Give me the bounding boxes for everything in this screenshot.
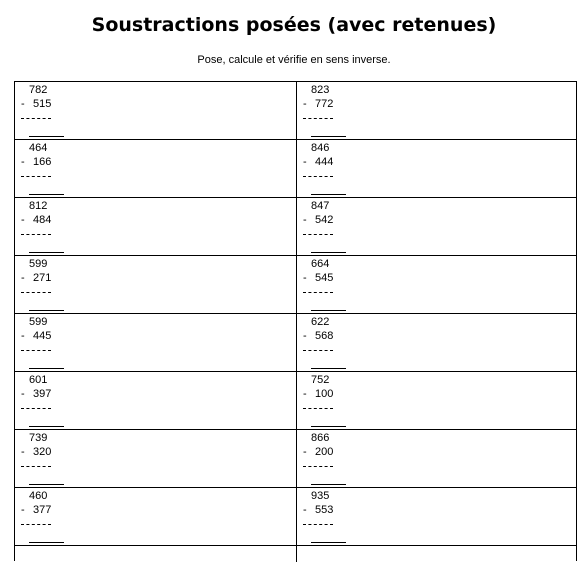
minus-sign: - (21, 330, 25, 342)
subtraction-exercise (15, 198, 155, 255)
minuend: 847 (311, 200, 330, 212)
subtrahend: 445 (33, 330, 52, 342)
operation-bar (21, 292, 51, 294)
answer-line (311, 310, 346, 312)
answer-line (311, 368, 346, 370)
minuend: 866 (311, 432, 330, 444)
minus-sign: - (303, 156, 307, 168)
minuend: 599 (29, 316, 48, 328)
subtraction-exercise (15, 488, 155, 545)
subtrahend: 100 (315, 388, 334, 400)
operation-bar (303, 408, 333, 410)
minuend: 823 (311, 84, 330, 96)
answer-line (311, 194, 346, 196)
subtraction-exercise (297, 430, 437, 487)
operation-bar (21, 524, 51, 526)
minuend: 812 (29, 200, 48, 212)
operation-bar (303, 176, 333, 178)
answer-line (311, 542, 346, 544)
minus-sign: - (303, 98, 307, 110)
subtraction-exercise (297, 488, 437, 545)
exercise-table (14, 81, 577, 561)
subtrahend: 377 (33, 504, 52, 516)
exercise-row (15, 430, 576, 488)
operation-bar (303, 118, 333, 120)
operation-bar (21, 176, 51, 178)
subtraction-exercise (15, 256, 155, 313)
subtraction-exercise (15, 372, 155, 429)
subtraction-exercise (15, 140, 155, 197)
minus-sign: - (303, 330, 307, 342)
subtrahend: 200 (315, 446, 334, 458)
subtrahend: 271 (33, 272, 52, 284)
minuend: 601 (29, 374, 48, 386)
subtraction-exercise (15, 430, 155, 487)
exercise-row (15, 256, 576, 314)
subtrahend: 772 (315, 98, 334, 110)
subtrahend: 444 (315, 156, 334, 168)
subtraction-exercise (297, 198, 437, 255)
minuend: 846 (311, 142, 330, 154)
worksheet-instruction: Pose, calcule et vérifie en sens inverse. (197, 54, 391, 66)
subtraction-exercise (297, 256, 437, 313)
subtrahend: 515 (33, 98, 52, 110)
minuend: 599 (29, 258, 48, 270)
minus-sign: - (21, 446, 25, 458)
subtrahend: 484 (33, 214, 52, 226)
minus-sign: - (303, 214, 307, 226)
exercise-row (15, 82, 576, 140)
subtraction-exercise (297, 372, 437, 429)
answer-line (29, 542, 64, 544)
minus-sign: - (21, 98, 25, 110)
answer-line (29, 368, 64, 370)
subtrahend: 397 (33, 388, 52, 400)
minus-sign: - (21, 504, 25, 516)
operation-bar (303, 524, 333, 526)
operation-bar (303, 234, 333, 236)
minuend: 622 (311, 316, 330, 328)
minuend: 752 (311, 374, 330, 386)
minuend: 460 (29, 490, 48, 502)
answer-line (311, 252, 346, 254)
subtrahend: 542 (315, 214, 334, 226)
minuend: 782 (29, 84, 48, 96)
subtrahend: 553 (315, 504, 334, 516)
answer-line (29, 194, 64, 196)
operation-bar (21, 466, 51, 468)
subtraction-exercise (297, 82, 437, 139)
subtrahend: 166 (33, 156, 52, 168)
subtraction-exercise (297, 314, 437, 371)
minus-sign: - (21, 156, 25, 168)
operation-bar (303, 350, 333, 352)
answer-line (29, 310, 64, 312)
answer-line (29, 252, 64, 254)
operation-bar (21, 234, 51, 236)
subtraction-exercise (15, 82, 155, 139)
answer-line (311, 484, 346, 486)
exercise-row (15, 140, 576, 198)
operation-bar (21, 350, 51, 352)
answer-line (29, 136, 64, 138)
exercise-row (15, 488, 576, 546)
answer-line (29, 484, 64, 486)
minus-sign: - (303, 272, 307, 284)
operation-bar (21, 118, 51, 120)
operation-bar (303, 292, 333, 294)
minus-sign: - (303, 504, 307, 516)
subtrahend: 320 (33, 446, 52, 458)
worksheet-title: Soustractions posées (avec retenues) (91, 14, 497, 36)
minus-sign: - (303, 446, 307, 458)
answer-line (311, 136, 346, 138)
operation-bar (303, 466, 333, 468)
subtrahend: 545 (315, 272, 334, 284)
operation-bar (21, 408, 51, 410)
minus-sign: - (303, 388, 307, 400)
minus-sign: - (21, 214, 25, 226)
minus-sign: - (21, 388, 25, 400)
subtrahend: 568 (315, 330, 334, 342)
minus-sign: - (21, 272, 25, 284)
exercise-row (15, 372, 576, 430)
subtraction-exercise (297, 140, 437, 197)
minuend: 464 (29, 142, 48, 154)
exercise-row (15, 198, 576, 256)
minuend: 739 (29, 432, 48, 444)
exercise-row (15, 314, 576, 372)
answer-line (29, 426, 64, 428)
answer-line (311, 426, 346, 428)
minuend: 935 (311, 490, 330, 502)
subtraction-exercise (15, 314, 155, 371)
minuend: 664 (311, 258, 330, 270)
